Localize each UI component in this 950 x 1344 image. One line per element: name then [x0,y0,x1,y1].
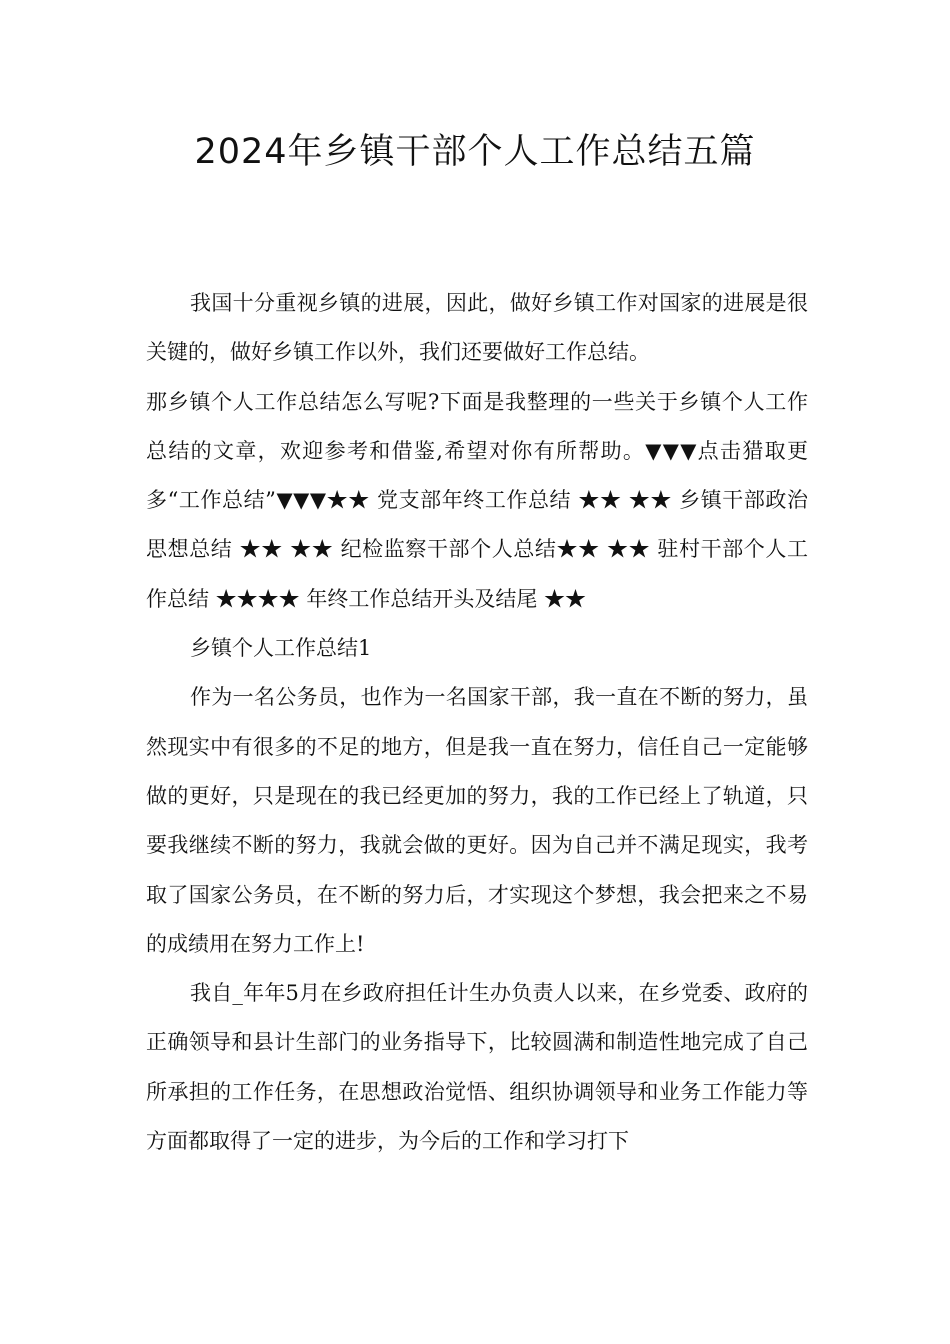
document-body [146,279,808,1166]
paragraph-body-2: 我自_年年5月在乡政府担任计生办负责人以来，在乡党委、政府的正确领导和县计生部门的业务指导下，比较圆满和制造性地完成了自己所承担的工作任务，在思想政治觉悟、组织协调领导和业务工作能力等方面都取得了一定的进步，为今后的工作和学习打下 [146,981,808,1154]
section-heading: 乡镇个人工作总结1 [190,636,372,661]
document-title: 2024年乡镇干部个人工作总结五篇 [194,132,756,172]
paragraph-links: 那乡镇个人工作总结怎么写呢?下面是我整理的一些关于乡镇个人工作总结的文章，欢迎参考和借鉴,希望对你有所帮助。▼▼▼点击猎取更多“工作总结”▼▼▼★★ 党支部年终工作总结 ★★ ★★ 乡镇干部政治思想总结 ★★ ★★ 纪检监察干部个人总结★★ ★★ 驻村干部个人工作总结 ★★★★ 年终工作总结开头及结尾 ★★ [146,389,808,611]
paragraph-body-1: 作为一名公务员，也作为一名国家干部，我一直在不断的努力，虽然现实中有很多的不足的地方，但是我一直在努力，信任自己一定能够做的更好，只是现在的我已经更加的努力，我的工作已经上了轨道，只要我继续不断的努力，我就会做的更好。因为自己并不满足现实，我考取了国家公务员，在不断的努力后，才实现这个梦想，我会把来之不易的成绩用在努力工作上! [146,685,808,956]
paragraph-intro: 我国十分重视乡镇的进展，因此，做好乡镇工作对国家的进展是很关键的，做好乡镇工作以外，我们还要做好工作总结。 [146,291,808,365]
